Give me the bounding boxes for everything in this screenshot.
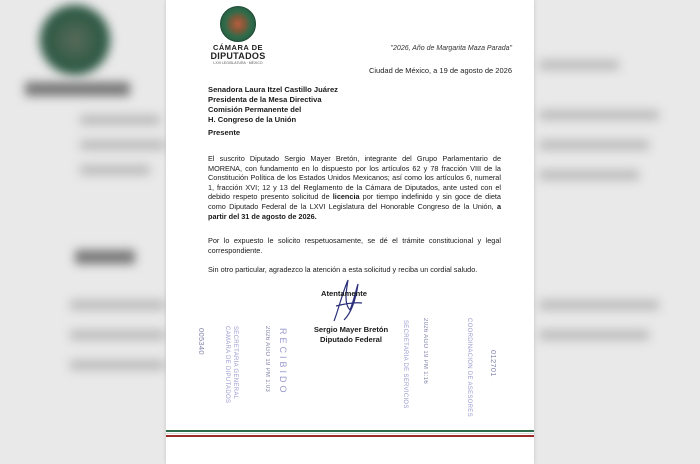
letterhead-line3: LXVI LEGISLATURA · MÉXICO	[213, 61, 263, 65]
blurred-seal	[40, 5, 110, 75]
blurred-text	[539, 170, 639, 180]
closing: Atentamente	[321, 289, 367, 298]
blurred-text	[25, 82, 130, 96]
body-paragraph-2: Por lo expuesto le solicito respetuosamente, se dé el trámite constitucional y legal correspondiente.	[208, 236, 501, 255]
stamp-text: COORDINACIÓN DE ASESORES	[466, 318, 472, 417]
footer-stripe-white	[166, 433, 534, 434]
stamp-recibido: RECIBIDO	[278, 328, 288, 396]
salutation: Presente	[208, 128, 241, 137]
recipient-line: Senadora Laura Itzel Castillo Juárez	[208, 85, 338, 94]
blurred-text	[80, 165, 150, 175]
blurred-text	[539, 140, 649, 150]
letterhead-line2: DIPUTADOS	[210, 51, 266, 61]
signature	[326, 276, 366, 326]
recipient-line: Presidenta de la Mesa Directiva	[208, 95, 322, 104]
signer-title: Diputado Federal	[319, 335, 383, 344]
stamp-text: SECRETARÍA DE SERVICIOS	[402, 320, 408, 409]
stamp-date: 2026 AGO 19 PM 1:03	[264, 326, 270, 393]
letterhead-line1: CÁMARA DE	[212, 43, 264, 52]
stamp-folio-right: 012701	[489, 350, 498, 377]
blurred-text	[539, 60, 619, 70]
background-right	[534, 0, 700, 464]
blurred-text	[80, 115, 160, 125]
blurred-text	[80, 140, 165, 150]
footer-stripe-red	[166, 435, 534, 437]
body-text: por tiempo indefinido y sin goce de dieta como Diputado Federal de la LXVI Legislatura del Honorable Congreso de la Unión,	[208, 192, 501, 211]
background-left	[0, 0, 166, 464]
letter-page	[166, 0, 534, 464]
blurred-text	[75, 250, 135, 264]
recipient-line: Comisión Permanente del	[208, 105, 302, 114]
body-paragraph-1	[208, 154, 501, 221]
motto: "2026, Año de Margarita Maza Parada"	[390, 45, 512, 52]
stamp-text: CÁMARA DE DIPUTADOS	[224, 326, 230, 404]
blurred-text	[539, 110, 659, 120]
letterhead-logo	[198, 6, 278, 65]
blurred-text	[70, 360, 165, 370]
place-date: Ciudad de México, a 19 de agosto de 2026	[368, 66, 512, 75]
recipient-line: H. Congreso de la Unión	[208, 115, 297, 124]
blurred-text	[70, 300, 165, 310]
body-text: El suscrito Diputado Sergio Mayer Bretón, integrante del Grupo Parlamentario de MORENA, con fundamento en lo dispuesto por los artículos 62 y 78 fracción VIII de la Constitución Política de los Estados Unidos Mexicanos; así como los artículos 6, numeral 1, fracción XVI; 12 y 13 del Reglamento de la Cámara de Diputados, ante usted con el debido respeto presento solicitud de	[208, 154, 501, 202]
stamp-folio-left: 005340	[197, 328, 206, 355]
signer-block	[301, 325, 401, 345]
body-emphasis: a partir del 31 de agosto de 2026.	[208, 201, 501, 221]
body-paragraph-3: Sin otro particular, agradezco la atención a esta solicitud y reciba un cordial saludo.	[208, 265, 478, 274]
blurred-text	[70, 330, 165, 340]
blurred-text	[539, 300, 659, 310]
stamp-date: 2026 AGO 19 PM 1:16	[422, 318, 428, 385]
stamp-text: SECRETARÍA GENERAL	[232, 326, 238, 400]
signer-name: Sergio Mayer Bretón	[313, 325, 389, 334]
footer-stripe-green	[166, 430, 534, 432]
seal-icon	[220, 6, 256, 42]
blurred-text	[539, 330, 649, 340]
recipient-block	[208, 85, 338, 125]
body-emphasis: licencia	[332, 192, 360, 202]
